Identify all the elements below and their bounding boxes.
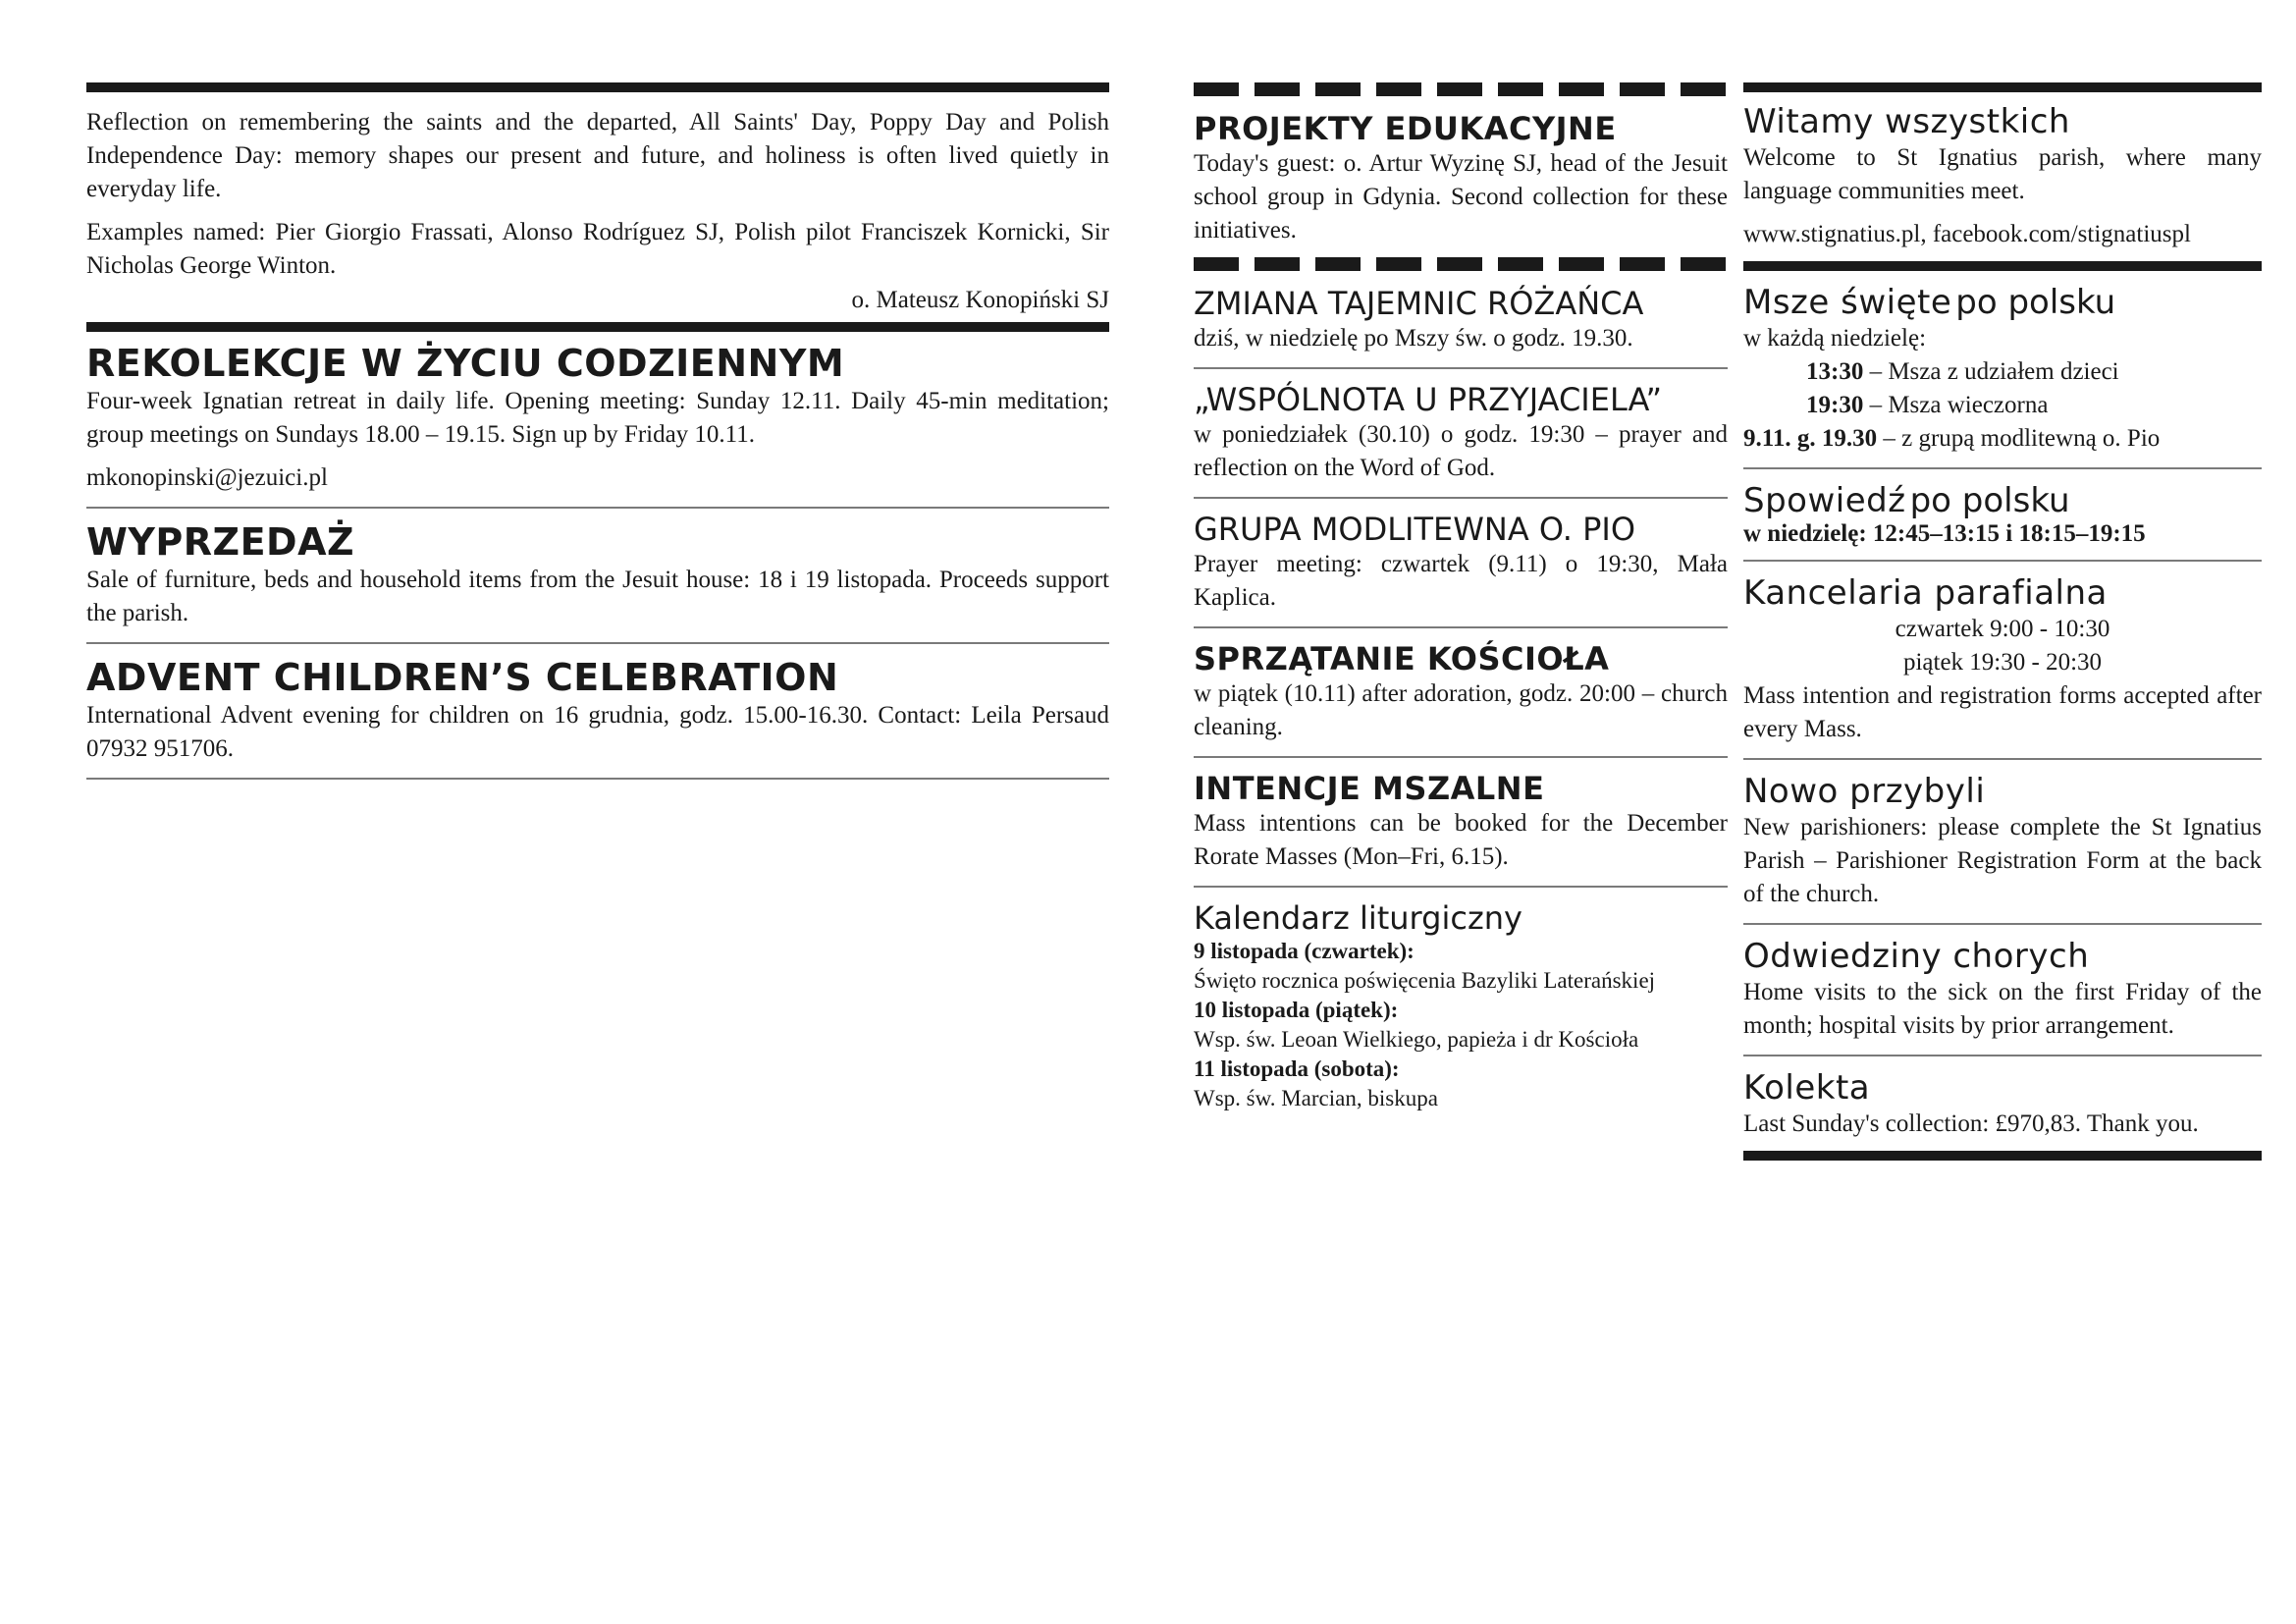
section-kancelaria [1743, 573, 2262, 746]
intro-examples: Examples named: Pier Giorgio Frassati, Alonso Rodríguez SJ, Polish pilot Franciszek Kornicki, Sir Nicholas George Winton. [86, 219, 1109, 279]
top-rule [1743, 82, 2262, 92]
dashed-rule [1194, 257, 1728, 271]
wyprzedaz-title: WYPRZEDAŻ [86, 520, 355, 564]
section-chorzy [1743, 937, 2262, 1043]
kancelaria-note: Mass intention and registration forms accepted after every Mass. [1743, 682, 2262, 742]
section-divider [86, 507, 1109, 509]
top-rule [86, 82, 1109, 92]
nowo-summary: New parishioners: please complete the St Ignatius Parish – Parishioner Registration Form at the back of the church. [1743, 814, 2262, 907]
intro-signature: o. Mateusz Konopiński SJ [851, 287, 1109, 313]
section-rekolekcje [86, 342, 1109, 495]
section-spowiedz [1743, 481, 2262, 548]
sprzatanie-text: w piątek (10.11) after adoration, godz. 20:00 – church cleaning. [1194, 680, 1728, 740]
kalendarz-title: Kalendarz liturgiczny [1194, 899, 1522, 937]
section-divider [1743, 1055, 2262, 1056]
section-divider [86, 778, 1109, 780]
rekolekcje-summary: Four-week Ignatian retreat in daily life. Opening meeting: Sunday 12.11. Daily 45-min meditation; group meetings on Sundays 18.00 – 19.15. Sign up by Friday 10.11. [86, 388, 1109, 448]
wspolnota-title: „WSPÓLNOTA U PRZYJACIELA” [1194, 381, 1663, 418]
chorzy-summary: Home visits to the sick on the first Friday of the month; hospital visits by prior arrangement. [1743, 979, 2262, 1039]
kolekta-summary: Last Sunday's collection: £970,83. Thank you. [1743, 1110, 2199, 1137]
section-divider [1743, 560, 2262, 562]
kalendarz-date: 10 listopada (piątek): [1194, 998, 1399, 1022]
pio-text: Prayer meeting: czwartek (9.11) o 19:30, Mała Kaplica. [1194, 551, 1728, 611]
section-sprzatanie [1194, 640, 1728, 744]
intencje-title: INTENCJE MSZALNE [1194, 770, 1545, 807]
rekolekcje-title: REKOLEKCJE W ŻYCIU CODZIENNYM [86, 342, 845, 385]
rekolekcje-contact[interactable]: mkonopinski@jezuici.pl [86, 464, 328, 491]
kancelaria-hours: czwartek 9:00 - 10:30 [1895, 616, 2110, 642]
section-divider [1194, 367, 1728, 369]
section-divider [1743, 758, 2262, 760]
section-projekty [1194, 110, 1728, 247]
section-kolekta [1743, 1068, 2262, 1141]
section-divider [1194, 756, 1728, 758]
section-divider [1194, 497, 1728, 499]
intro-summary: Reflection on remembering the saints and the departed, All Saints' Day, Poppy Day and Polish Independence Day: memory shapes our present and future, and holiness is often lived quietly in everyday life. [86, 109, 1109, 202]
section-msze [1743, 283, 2262, 456]
spowiedz-sub: po polsku [1909, 481, 2070, 520]
kalendarz-event: Wsp. św. Marcian, biskupa [1194, 1086, 1438, 1110]
spowiedz-text: w niedzielę: 12:45–13:15 i 18:15–19:15 [1743, 520, 2146, 547]
msze-lead: w każdą niedzielę: [1743, 325, 1927, 352]
kancelaria-hours: piątek 19:30 - 20:30 [1902, 649, 2103, 676]
kolekta-title: Kolekta [1743, 1068, 1871, 1108]
chorzy-title: Odwiedziny chorych [1743, 937, 2090, 976]
witamy-links[interactable]: www.stignatius.pl, facebook.com/stignatiuspl [1743, 221, 2191, 247]
sprzatanie-title: SPRZĄTANIE KOŚCIOŁA [1194, 640, 1610, 677]
section-kalendarz [1194, 899, 1728, 1113]
section-nowo [1743, 772, 2262, 911]
dashed-rule [1194, 82, 1728, 96]
msze-desc: – Msza wieczorna [1869, 392, 2049, 418]
msze-desc: – Msza z udziałem dzieci [1869, 358, 2119, 385]
msze-time: 13:30 [1806, 358, 1864, 385]
pio-title: GRUPA MODLITEWNA O. PIO [1194, 511, 1636, 548]
section-wspolnota [1194, 381, 1728, 485]
nowo-title: Nowo przybyli [1743, 772, 1986, 811]
section-divider [86, 642, 1109, 644]
section-rozaniec [1194, 285, 1728, 355]
msze-sub: po polsku [1955, 283, 2116, 322]
section-divider [1194, 886, 1728, 888]
rozaniec-title: ZMIANA TAJEMNIC RÓŻAŃCA [1194, 285, 1644, 322]
column-right [1743, 82, 2262, 1161]
section-witamy [1743, 102, 2262, 251]
kancelaria-title: Kancelaria parafialna [1743, 573, 2108, 613]
kalendarz-date: 11 listopada (sobota): [1194, 1056, 1400, 1081]
rozaniec-text: dziś, w niedzielę po Mszy św. o godz. 19.30. [1194, 325, 1633, 352]
witamy-title: Witamy wszystkich [1743, 102, 2070, 141]
wspolnota-text: w poniedziałek (30.10) o godz. 19:30 – prayer and reflection on the Word of God. [1194, 421, 1728, 481]
witamy-summary: Welcome to St Ignatius parish, where many language communities meet. [1743, 144, 2262, 204]
advent-title: ADVENT CHILDREN’S CELEBRATION [86, 656, 839, 699]
section-intencje [1194, 770, 1728, 874]
kalendarz-date: 9 listopada (czwartek): [1194, 939, 1415, 963]
column-middle [1194, 82, 1728, 1113]
msze-title: Msze święte [1743, 283, 1952, 322]
spowiedz-title: Spowiedź [1743, 481, 1906, 520]
projekty-summary: Today's guest: o. Artur Wyzinę SJ, head of the Jesuit school group in Gdynia. Second collection for these initiatives. [1194, 150, 1728, 244]
intencje-text: Mass intentions can be booked for the December Rorate Masses (Mon–Fri, 6.15). [1194, 810, 1728, 870]
kalendarz-event: Wsp. św. Leoan Wielkiego, papieża i dr Kościoła [1194, 1027, 1639, 1052]
projekty-title: PROJEKTY EDUKACYJNE [1194, 110, 1617, 147]
section-divider [1743, 923, 2262, 925]
section-pio [1194, 511, 1728, 615]
bottom-rule [1743, 1151, 2262, 1161]
kalendarz-event: Święto rocznica poświęcenia Bazyliki Laterańskiej [1194, 968, 1656, 993]
section-divider [1743, 467, 2262, 469]
section-divider [1194, 626, 1728, 628]
wyprzedaz-summary: Sale of furniture, beds and household items from the Jesuit house: 18 i 19 listopada. Proceeds support the parish. [86, 567, 1109, 626]
section-rule [1743, 261, 2262, 271]
msze-time: 19:30 [1806, 392, 1864, 418]
section-wyprzedaz [86, 520, 1109, 630]
advent-summary: International Advent evening for children on 16 grudnia, godz. 15.00-16.30. Contact: Leila Persaud 07932 951706. [86, 702, 1109, 762]
section-advent [86, 656, 1109, 766]
msze-time: 9.11. g. 19.30 [1743, 425, 1878, 452]
column-left [86, 82, 1109, 791]
section-rule [86, 322, 1109, 332]
msze-desc: – z grupą modlitewną o. Pio [1883, 425, 2161, 452]
